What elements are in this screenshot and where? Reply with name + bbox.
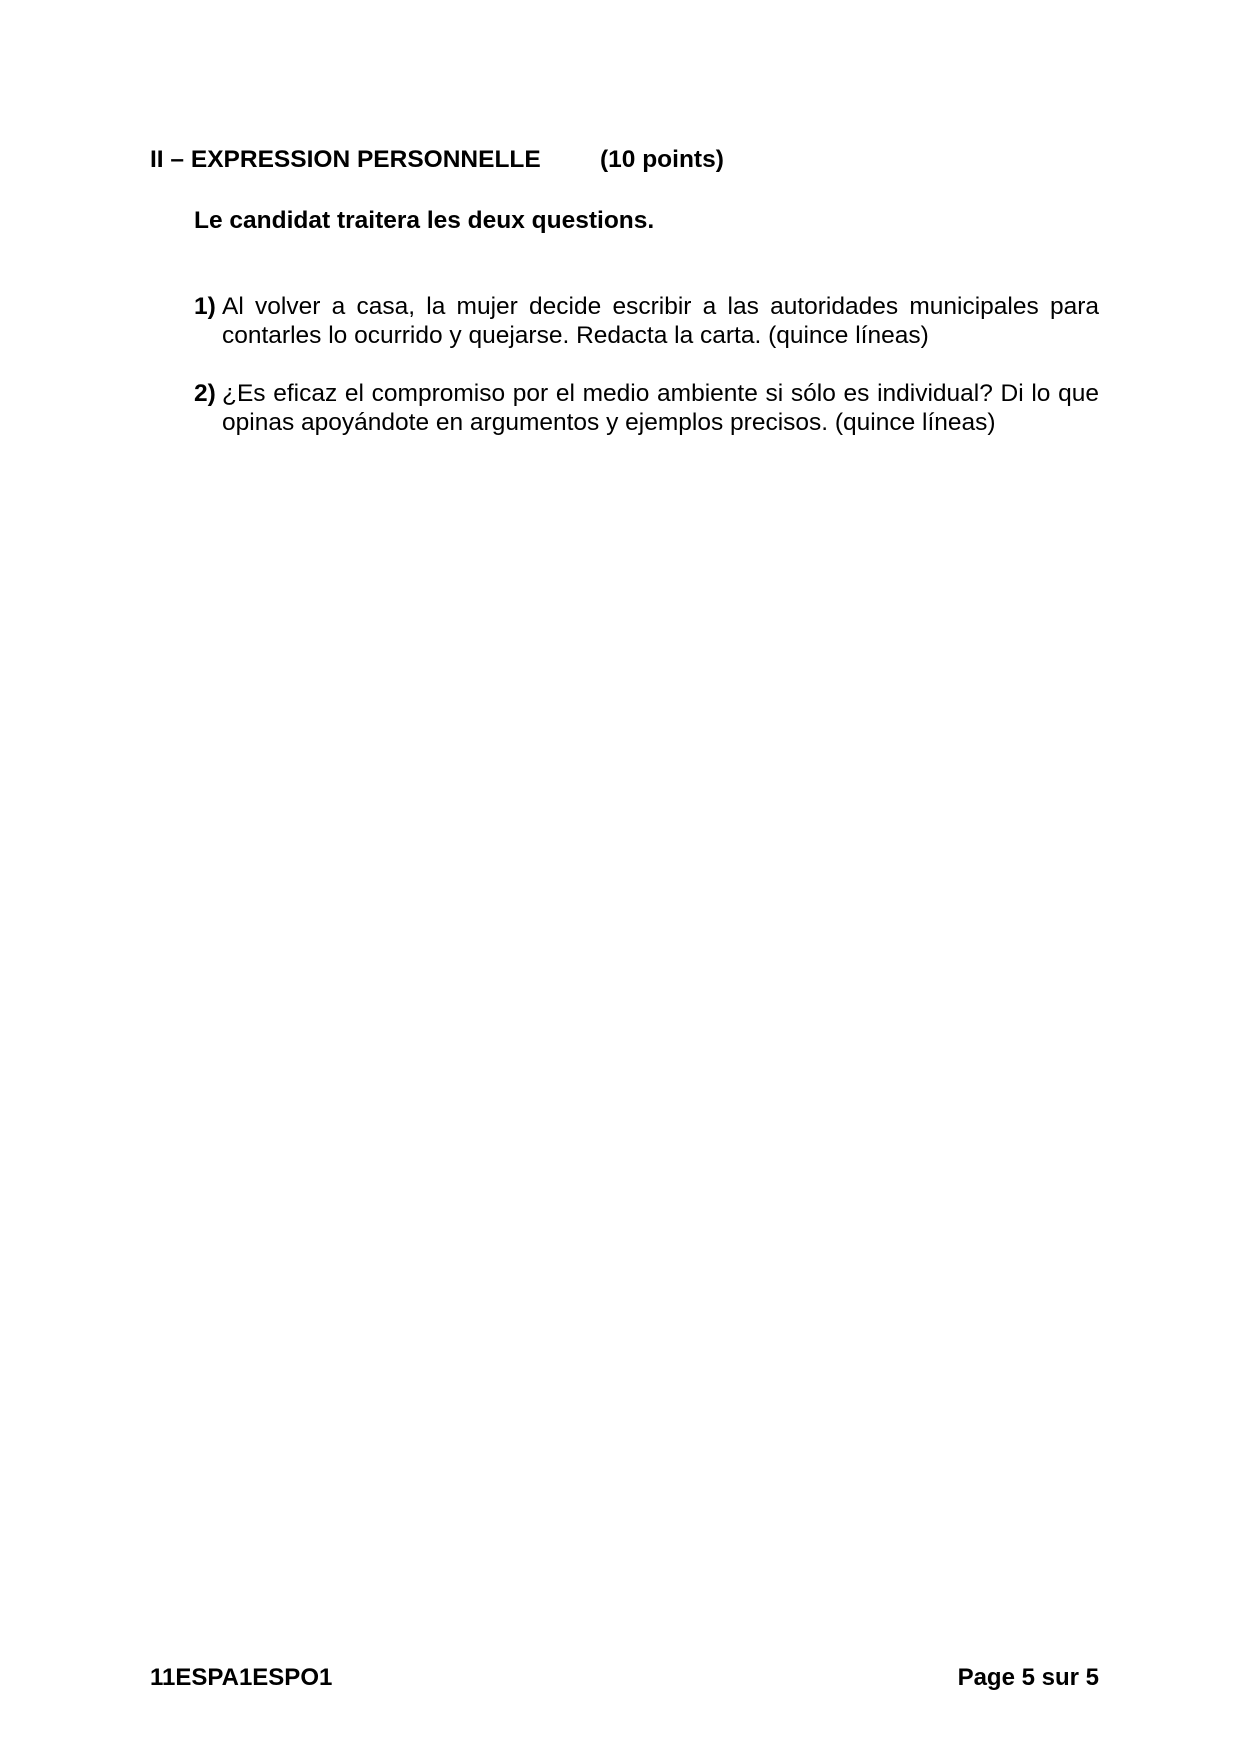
- section-heading: [150, 146, 724, 174]
- section-points: (10 points): [600, 146, 724, 173]
- question-number: 1): [194, 293, 216, 320]
- question-number: 2): [194, 380, 216, 407]
- instruction-text: Le candidat traitera les deux questions.: [194, 207, 655, 234]
- question-text: Al volver a casa, la mujer decide escribir a las autoridades municipales para contarles lo ocurrido y quejarse. Redacta la carta. (quince líneas): [222, 293, 1099, 349]
- question-item: [194, 379, 1099, 437]
- question-item: [194, 292, 1099, 350]
- footer-page-number: Page 5 sur 5: [957, 1664, 1099, 1691]
- section-title: II – EXPRESSION PERSONNELLE: [150, 146, 541, 173]
- footer-exam-code: 11ESPA1ESPO1: [150, 1664, 333, 1691]
- question-text: ¿Es eficaz el compromiso por el medio ambiente si sólo es individual? Di lo que opinas apoyándote en argumentos y ejemplos precisos. (quince líneas): [222, 380, 1099, 436]
